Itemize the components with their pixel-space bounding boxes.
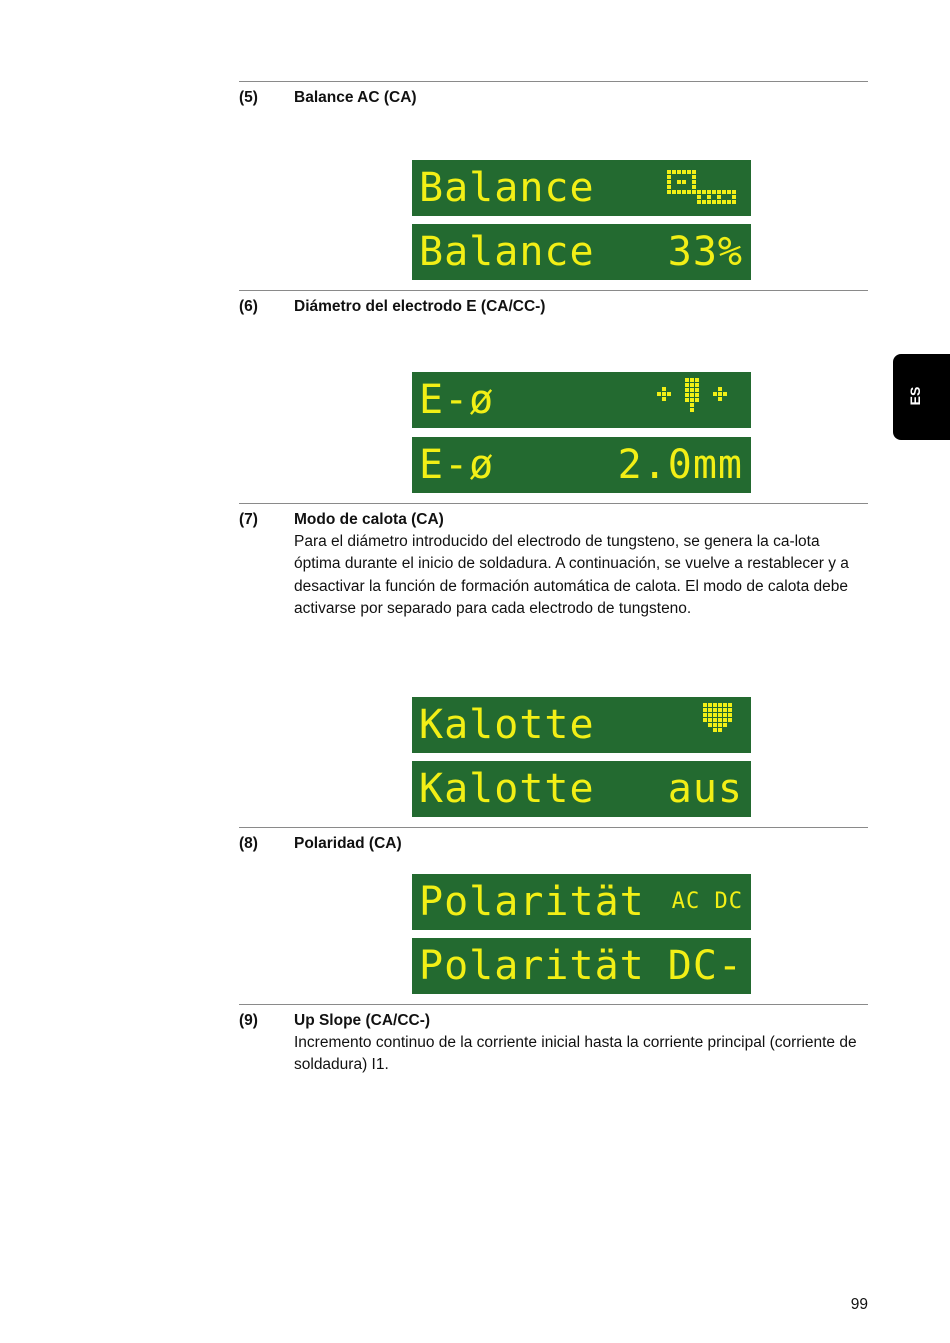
language-tab	[893, 354, 950, 440]
lcd-display-electrode-symbol	[412, 372, 751, 428]
page-number: 99	[850, 1296, 868, 1313]
section-description: Incremento continuo de la corriente inicial hasta la corriente principal (corriente de soldadura) I1.	[294, 1034, 857, 1074]
lcd-parameter-value: 33%	[667, 229, 743, 275]
lcd-parameter-name: E-ø	[419, 377, 495, 423]
lcd-parameter-name: E-ø	[419, 442, 495, 488]
lcd-display-balance-symbol	[412, 160, 751, 216]
section-number: (6)	[239, 298, 258, 315]
lcd-parameter-name: Balance	[419, 165, 595, 211]
section-divider	[239, 503, 868, 504]
section-divider	[239, 1004, 868, 1005]
electrode-diameter-icon	[651, 372, 743, 428]
section-title: Polaridad (CA)	[294, 835, 402, 852]
section-divider	[239, 290, 868, 291]
lcd-parameter-name: Kalotte	[419, 702, 595, 748]
section-title: Balance AC (CA)	[294, 89, 417, 106]
section-title: Up Slope (CA/CC-)	[294, 1012, 431, 1029]
section-description: Para el diámetro introducido del electrodo de tungsteno, se genera la ca-lota óptima durante el inicio de soldadura. A continuación, se vuelve a restablecer y a desactivar la función de formación automática de calota. El modo de calota debe activarse por separado para cada electrodo de tungsteno.	[294, 533, 849, 618]
section-number: (9)	[239, 1012, 258, 1029]
section-title: Diámetro del electrodo E (CA/CC-)	[294, 298, 546, 315]
lcd-parameter-value: aus	[667, 766, 743, 812]
lcd-display-calotte-value	[412, 761, 751, 817]
lcd-parameter-value: 2.0mm	[617, 442, 743, 488]
section-divider	[239, 827, 868, 828]
lcd-parameter-value: DC-	[667, 943, 743, 989]
section-divider	[239, 81, 868, 82]
section-number: (5)	[239, 89, 258, 106]
section-number: (7)	[239, 511, 258, 528]
lcd-parameter-name: Balance	[419, 229, 595, 275]
lcd-parameter-name: Polarität	[419, 943, 645, 989]
section-title: Modo de calota (CA)	[294, 511, 444, 528]
calotte-tip-icon	[699, 697, 743, 753]
lcd-display-balance-value	[412, 224, 751, 280]
lcd-display-polarity-options	[412, 874, 751, 930]
lcd-display-calotte-symbol	[412, 697, 751, 753]
lcd-parameter-name: Kalotte	[419, 766, 595, 812]
lcd-display-polarity-value	[412, 938, 751, 994]
balance-wave-icon	[663, 160, 743, 216]
section-number: (8)	[239, 835, 258, 852]
lcd-display-electrode-value	[412, 437, 751, 493]
lcd-parameter-name: Polarität	[419, 879, 645, 925]
lcd-parameter-value: AC DC	[671, 889, 743, 914]
language-tab-label: ES	[907, 386, 923, 406]
